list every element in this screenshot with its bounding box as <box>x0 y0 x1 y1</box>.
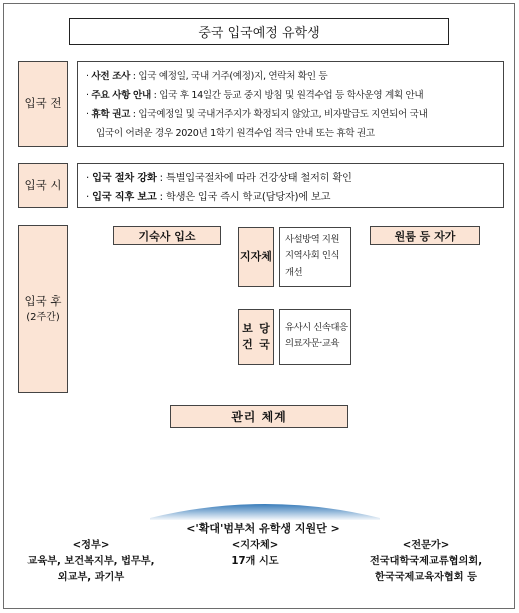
item-text: : 특별입국절차에 따라 건강상태 철저히 확인 <box>156 173 352 184</box>
item-text: : 예방대책반 운영, 모든 대학 전담자(관) 지정 <box>60 466 260 477</box>
support-col-line: 한국국제교육자협회 등 <box>375 571 477 583</box>
support-col-heading: <전문가> <box>402 540 450 551</box>
stage-arrival-label <box>18 163 68 208</box>
off-campus-title: 원룸 등 자가 <box>370 226 480 245</box>
page-title: 중국 입국예정 유학생 <box>69 18 449 45</box>
arrival-item-0 <box>86 169 499 184</box>
item-text: : 입국 후 14일간 등교 중지 방침 및 원격수업 등 학사운영 계획 안내 <box>150 90 424 101</box>
before-item-3 <box>96 125 499 139</box>
item-key: 입국 절차 강화 <box>92 173 157 184</box>
item-key: 사전 조사 <box>91 71 131 82</box>
stage-before-text: 입국 전 <box>24 96 62 111</box>
dorm-item-0: · 생활수칙 사전 동의 후 입실 <box>84 264 195 275</box>
dorm-item-2: · 외출 자제 및 타인과 <box>84 306 167 317</box>
local-gov-line: 지역사회 인식 <box>285 250 340 262</box>
off-campus-item-4: - 유증상자 보건소·지자체 <box>369 316 467 327</box>
bullet: · <box>86 90 89 101</box>
health-center-line: 유사시 신속대응 <box>285 322 348 333</box>
dorm-item-1: · 1인 1실 배정 원칙 <box>84 285 160 296</box>
stage-after-text: 입국 후 <box>24 293 62 308</box>
arrival-panel <box>77 163 504 208</box>
item-text: : 입국예정일 및 국내거주지가 확정되지 않았고, 비자발급도 지연되어 국내 <box>130 109 428 120</box>
support-col-line: 전국대학국제교류협의회, <box>369 555 483 567</box>
support-col-line: 17개 시도 <box>231 555 279 567</box>
arc-decoration <box>150 494 380 520</box>
off-campus-item-1: · 외출 자제 <box>369 268 412 279</box>
item-key: 입국 직후 보고 <box>92 192 157 203</box>
item-text: : 입국 예정일, 국내 거주(예정)지, 연락처 확인 등 <box>130 71 328 82</box>
local-gov-line: 개선 <box>285 266 303 278</box>
stage-after-label <box>18 225 68 393</box>
off-campus-item-5: 연계 관리 <box>369 331 407 342</box>
health-center-label <box>238 309 274 365</box>
before-item-0 <box>86 68 499 82</box>
item-key: 대학 <box>31 444 51 455</box>
item-key: 휴학 권고 <box>91 109 131 120</box>
item-text: 입국이 어려운 경우 2020년 1학기 원격수업 적극 안내 또는 휴학 권고 <box>96 128 375 139</box>
support-col-heading: <지자체> <box>231 540 279 551</box>
local-gov-label <box>238 227 274 287</box>
stage-arrival-text: 입국 시 <box>24 177 62 192</box>
local-gov-label-text: 지자체 <box>240 249 272 263</box>
off-campus-item-0: · 가급적 분리된 공간 거주 <box>369 250 469 261</box>
bullet: · <box>86 173 90 184</box>
item-text: : 본부 차원 총괄 대응 및 유학생 전담조직 구성 <box>50 444 255 455</box>
before-item-1 <box>86 87 499 101</box>
bullet: · <box>25 466 29 477</box>
support-col-heading: <정부> <box>72 540 110 551</box>
dorm-title: 기숙사 입소 <box>113 226 221 245</box>
support-col-line: 교육부, 보건복지부, 법무부, <box>27 555 155 567</box>
health-center-label-line: 보건 <box>242 321 253 351</box>
off-campus-item-3: - 자가진단앱 연계 관리 <box>369 301 458 312</box>
support-col-localgov <box>205 538 305 570</box>
before-item-2 <box>86 106 499 120</box>
local-gov-line: 사설방역 지원 <box>285 234 340 245</box>
support-col-expert <box>340 538 512 585</box>
management-title: 관리 체계 <box>170 405 348 428</box>
health-center-label-line: 당국 <box>259 321 270 351</box>
support-team-title: <'확대'범부처 유학생 지원단 > <box>186 522 340 535</box>
bullet: · <box>25 444 29 455</box>
off-campus-item-7: · 교내 다중이용시설 사용 제한 <box>369 367 486 378</box>
stage-before-label <box>18 61 68 147</box>
before-panel <box>77 61 504 147</box>
dorm-item-4: · 1일 1회 이상 모니터링 <box>84 348 178 359</box>
bullet: · <box>86 192 90 203</box>
health-center-text <box>279 309 351 365</box>
dorm-item-3: 접촉 최소화 지도 <box>84 327 150 338</box>
item-key: 주요 사항 안내 <box>91 90 151 101</box>
local-gov-text <box>279 227 351 287</box>
support-col-gov <box>15 538 167 585</box>
item-text: : 학생은 입국 즉시 학교(담당자)에 보고 <box>156 192 331 203</box>
off-campus-item-6: · 생활예방 수칙 주기적 안내 <box>369 349 478 360</box>
off-campus-item-2: · 1일 1회 이상 모니터링 <box>369 286 463 297</box>
bullet: · <box>86 109 89 120</box>
health-center-line: 의료자문·교육 <box>285 338 340 350</box>
item-key: 교육부 <box>31 466 61 477</box>
arrival-item-1 <box>86 188 499 203</box>
stage-after-sub: (2주간) <box>26 312 60 324</box>
support-col-line: 외교부, 과기부 <box>57 571 125 583</box>
bullet: · <box>86 71 89 82</box>
